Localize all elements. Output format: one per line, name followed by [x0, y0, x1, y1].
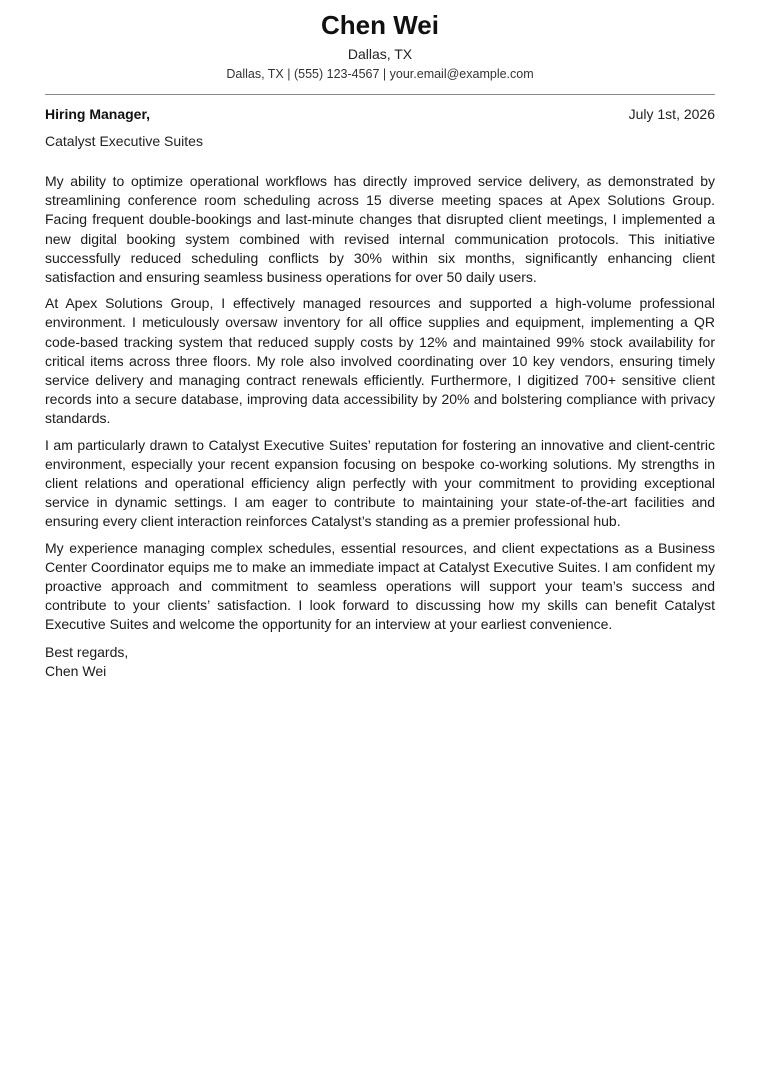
body-paragraph: I am particularly drawn to Catalyst Executive Suites’ reputation for fostering an innovative and client-centric environment, especially your recent expansion focusing on bespoke co-working solutions. My strengths in client relations and operational efficiency align perfectly with your commitment to providing exceptional service in dynamic settings. I am eager to contribute to maintaining your state-of-the-art facilities and ensuring every client interaction reinforces Catalyst’s standing as a premier professional hub.: [45, 436, 715, 530]
body-paragraph: My experience managing complex schedules, essential resources, and client expectations as a Business Center Coordinator equips me to make an immediate impact at Catalyst Executive Suites. I am confident my proactive approach and commitment to seamless operations will support your team’s success and contribute to your clients’ satisfaction. I look forward to discussing how my skills can benefit Catalyst Executive Suites and welcome the opportunity for an interview at your earliest convenience.: [45, 539, 715, 633]
recipient-company: Catalyst Executive Suites: [45, 133, 203, 149]
recipient-salutation: Hiring Manager,: [45, 106, 151, 122]
closing-salutation: Best regards,: [45, 643, 129, 660]
applicant-location: Dallas, TX: [347, 46, 413, 62]
body-paragraph: At Apex Solutions Group, I effectively managed resources and supported a high-volume professional environment. I meticulously oversaw inventory for all office supplies and equipment, implementing a QR code-based tracking system that reduced supply costs by 12% and maintained 99% stock availability for critical items across three floors. My role also involved coordinating over 10 key vendors, ensuring timely service delivery and managing contract renewals efficiently. Furthermore, I digitized 700+ sensitive client records into a secure database, improving data accessibility by 20% and bolstering compliance with privacy standards.: [45, 295, 715, 427]
closing-signature: Chen Wei: [45, 662, 107, 679]
letter-date: July 1st, 2026: [628, 106, 715, 122]
letter-body: [45, 172, 715, 635]
letter-header: [45, 0, 715, 82]
recipient-date-row: [45, 105, 715, 123]
applicant-name: Chen Wei: [321, 10, 439, 40]
header-divider: [45, 94, 715, 95]
applicant-contact-line: Dallas, TX | (555) 123-4567 | your.email@example.com: [226, 67, 534, 81]
body-paragraph: My ability to optimize operational workflows has directly improved service delivery, as demonstrated by streamlining conference room scheduling across 15 diverse meeting spaces at Apex Solutions Group. Facing frequent double-bookings and last-minute changes that disrupted client meetings, I implemented a new digital booking system combined with revised internal communication protocols. This initiative successfully reduced scheduling conflicts by 30% within six months, significantly enhancing client satisfaction and ensuring seamless business operations for over 50 daily users.: [45, 173, 715, 286]
letter-closing: [45, 643, 715, 681]
